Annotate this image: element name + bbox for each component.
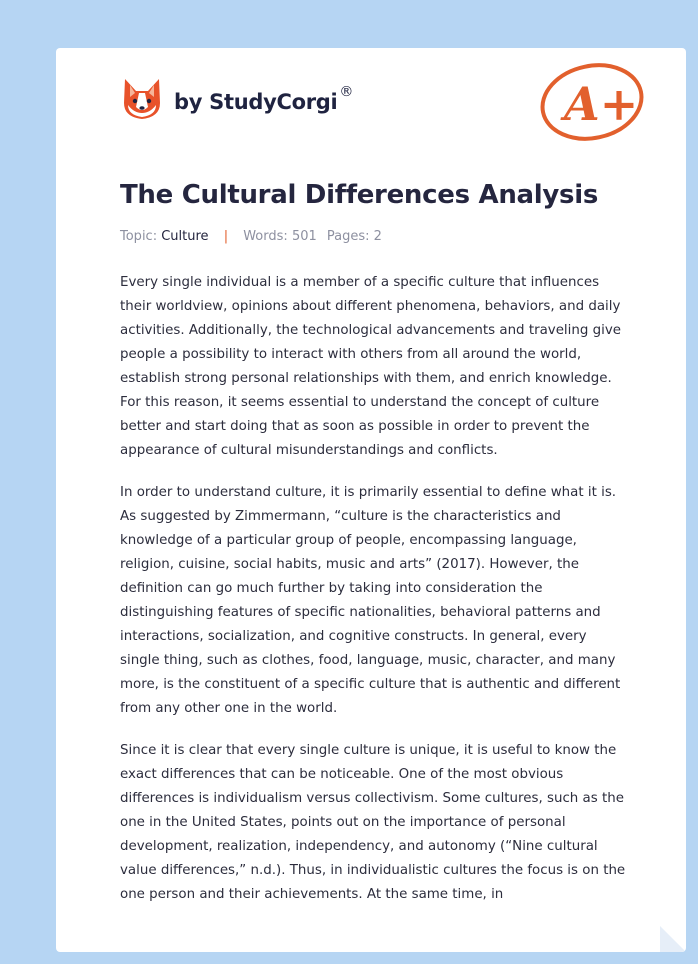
words-count: 501 [291, 229, 317, 244]
essay-body [120, 271, 630, 925]
grade-a-plus-icon [538, 60, 648, 144]
pages-count: 2 [373, 229, 382, 244]
topic-link[interactable]: Culture [161, 229, 209, 244]
grade-badge [538, 60, 648, 148]
topic-label: Topic: [120, 229, 158, 244]
brand-name: by StudyCorgi ® [174, 84, 354, 114]
document-meta [120, 229, 382, 244]
studycorgi-logo[interactable] [122, 77, 353, 121]
paragraph-1: Every single individual is a member of a specific culture that influences their worldview, opinions about different phenomena, behaviors, and daily activities. Additionally, the technological advancements and traveling give people a possibility to interact with others from all around the world, establish strong personal relationships with them, and enrich knowledge. For this reason, it seems essential to understand the concept of culture better and start doing that as soon as possible in order to prevent the appearance of cultural misunderstandings and conflicts. [120, 275, 622, 458]
document-page [56, 48, 686, 952]
corgi-icon [122, 77, 162, 121]
meta-separator: | [223, 229, 229, 244]
pages-label: Pages: [326, 229, 370, 244]
paragraph-2: In order to understand culture, it is primarily essential to define what it is. As suggested by Zimmermann, “culture is the characteristics and knowledge of a particular group of people, encompassing language, religion, cuisine, social habits, music and arts” (2017). However, the definition can go much further by taking into consideration the distinguishing features of specific nationalities, behavioral patterns and interactions, socialization, and cognitive constructs. In general, every single thing, such as clothes, food, language, music, character, and many more, is the constituent of a specific culture that is authentic and different from any other one in the world. [120, 485, 621, 716]
paragraph-3: Since it is clear that every single culture is unique, it is useful to know the exact differences that can be noticeable. One of the most obvious differences is individualism versus collectivism. Some cultures, such as the one in the United States, points out on the importance of personal development, realization, independency, and autonomy (“Nine cultural value differences,” n.d.). Thus, in individualistic cultures the focus is on the one person and their achievements. At the same time, in [120, 743, 626, 902]
svg-text:A+: A+ [564, 77, 639, 131]
page-corner-fold [660, 926, 686, 952]
words-label: Words: [243, 229, 288, 244]
page-title: The Cultural Differences Analysis [120, 180, 598, 210]
